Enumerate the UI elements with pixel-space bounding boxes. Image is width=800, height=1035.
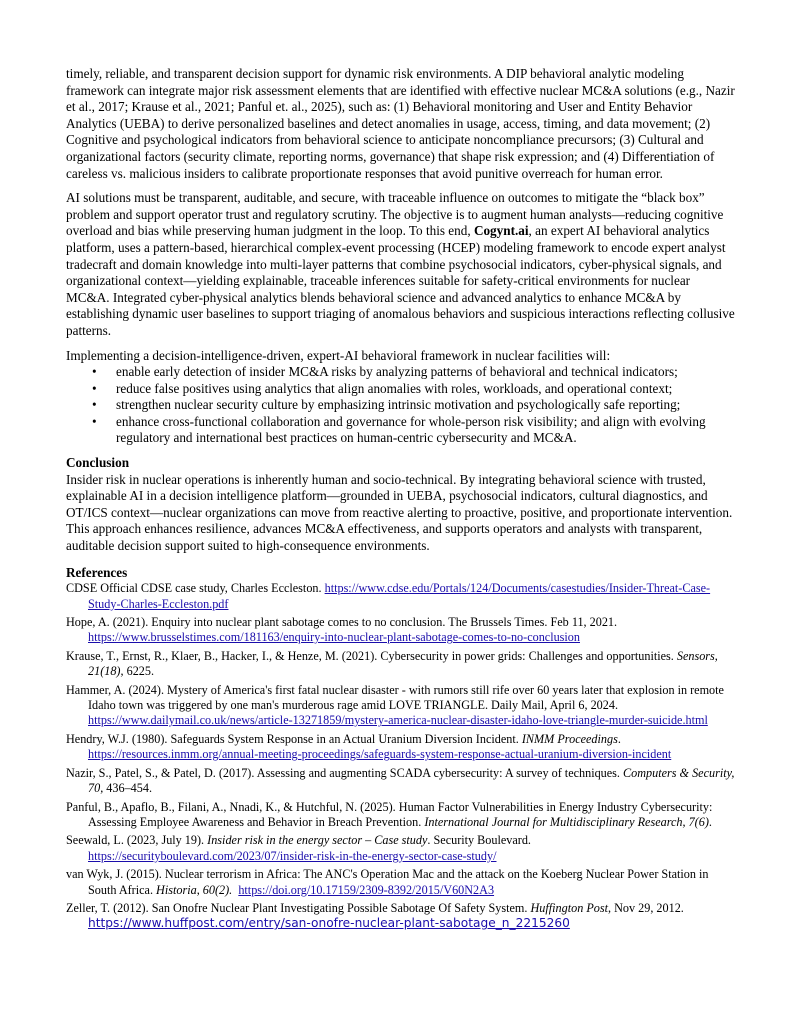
paragraph-text: AI solutions must be transparent, auditable, and secure, with traceable influence on outcomes to mitigate the “black box” problem and support operator trust and regulatory scrutiny. The objective is to augment human analysts—reducing cognitive overload and bias while preserving human judgment in the loop. To this end, bbox=[66, 190, 724, 239]
reference-text: Hendry, W.J. (1980). Safeguards System Response in an Actual Uranium Diversion Incident. bbox=[66, 731, 522, 746]
reference-journal: Historia bbox=[156, 882, 197, 897]
list-item: • enhance cross-functional collaboration and governance for whole-person risk visibility; and align with evolving regulatory and international best practices on human-centric cybersecurity and MC&A. bbox=[66, 414, 736, 447]
reference-text: van Wyk, J. (2015). Nuclear terrorism in Africa: The ANC's Operation Mac and the attack on the Koeberg Nuclear Power Station in South Africa. bbox=[66, 867, 709, 897]
list-item: • enable early detection of insider MC&A risks by analyzing patterns of behavioral and technical indicators; bbox=[66, 364, 736, 381]
reference-volume: 60(2). bbox=[202, 882, 233, 897]
reference-item bbox=[66, 732, 736, 763]
reference-link[interactable]: https://www.cdse.edu/Portals/124/Documents/casestudies/Insider-Threat-Case-Study-Charles-Eccleston.pdf bbox=[88, 581, 711, 611]
reference-text: 436–454. bbox=[103, 781, 152, 796]
reference-item bbox=[66, 766, 736, 797]
conclusion-paragraph: Insider risk in nuclear operations is inherently human and socio-technical. By integrating behavioral science with trusted, explainable AI in a decision intelligence platform—grounded in UEBA, psychosocial indicators, cultural diagnostics, and OT/ICS context—nuclear organizations can move from reactive alerting to proactive, positive, and proportionate intervention. This approach enhances resilience, advances MC&A effectiveness, and supports operators and analysts with transparent, auditable decision support suited to high-consequence environments. bbox=[66, 471, 733, 554]
benefits-list bbox=[66, 364, 736, 447]
reference-journal: International Journal for Multidisciplinary Research, 7(6) bbox=[424, 814, 709, 829]
reference-item bbox=[66, 901, 736, 932]
reference-link[interactable]: https://doi.org/10.17159/2309-8392/2015/V60N2A3 bbox=[238, 882, 495, 897]
conclusion-heading: Conclusion bbox=[66, 455, 130, 471]
reference-item bbox=[66, 833, 736, 864]
reference-link[interactable]: https://resources.inmm.org/annual-meeting-proceedings/safeguards-system-response-actual-uranium-diversion-incident bbox=[88, 747, 672, 762]
reference-text: Panful, B., Apaflo, B., Filani, A., Nnadi, K., & Hutchful, N. (2025). Human Factor Vulnerabilities in Energy Industry Cybersecurity: Assessing Employee Awareness and Behavior in Breach Prevention. bbox=[66, 799, 713, 829]
document-page bbox=[66, 66, 736, 935]
reference-text: Zeller, T. (2012). San Onofre Nuclear Plant Investigating Possible Sabotage Of Safety System. bbox=[66, 900, 531, 915]
reference-text: . bbox=[708, 814, 712, 829]
reference-item bbox=[66, 649, 736, 680]
paragraph-ai-transparency bbox=[66, 190, 736, 339]
reference-item bbox=[66, 615, 736, 646]
reference-text: CDSE Official CDSE case study, Charles Eccleston. bbox=[66, 581, 325, 596]
reference-text: . bbox=[617, 731, 621, 746]
reference-item bbox=[66, 800, 736, 831]
list-item: • strengthen nuclear security culture by emphasizing intrinsic motivation and psychologically safe reporting; bbox=[66, 397, 736, 414]
reference-text: . Security Boulevard. bbox=[427, 833, 531, 848]
brand-name: Cogynt.ai bbox=[473, 223, 529, 239]
reference-link[interactable]: https://securityboulevard.com/2023/07/insider-risk-in-the-energy-sector-case-study/ bbox=[88, 848, 497, 863]
reference-text: 6225. bbox=[123, 664, 155, 679]
reference-journal: INMM Proceedings bbox=[521, 731, 618, 746]
reference-text: Nazir, S., Patel, S., & Patel, D. (2017). Assessing and augmenting SCADA cybersecurity: A survey of techniques. bbox=[66, 765, 624, 780]
reference-text: Krause, T., Ernst, R., Klaer, B., Hacker, I., & Henze, M. (2021). Cybersecurity in power grids: Challenges and opportunities. bbox=[66, 648, 677, 663]
reference-text: Hammer, A. (2024). Mystery of America's first fatal nuclear disaster - with rumors still rife over 60 years later that explosion in remote Idaho town was triggered by one man's murderous rage amid LOVE TRIANGLE. Daily Mail, April 6, 2024. bbox=[66, 682, 724, 713]
paragraph-dip-framework: timely, reliable, and transparent decision support for dynamic risk environments. A DIP behavioral analytic modeling framework can integrate major risk assessment elements that are identified with effective nuclear MC&A solutions (e.g., Nazir et al., 2017; Krause et al., 2021; Panful et. al., 2025), such as: (1) Behavioral monitoring and User and Entity Behavior Analytics (UEBA) to derive personalized baselines and detect anomalies in usage, access, timing, and data movement; (2) Cognitive and psychological indicators from behavioral science to anticipate noncompliance precursors; (3) Cultural and organizational factors (security climate, reporting norms, governance) that shape risk expression; and (4) Differentiation of careless vs. malicious insiders to calibrate proportionate responses that avoid punitive overreach for human error. bbox=[66, 66, 735, 181]
reference-text: , Nov 29, 2012. bbox=[608, 900, 684, 915]
references-section bbox=[66, 565, 736, 932]
reference-text: Hope, A. (2021). Enquiry into nuclear plant sabotage comes to no conclusion. The Brussels Times. Feb 11, 2021. bbox=[66, 615, 618, 630]
reference-journal: Computers & Security, 70, bbox=[88, 765, 735, 796]
reference-link[interactable]: https://www.dailymail.co.uk/news/article-13271859/mystery-america-nuclear-disaster-idaho-love-triangle-murder-suicide.html bbox=[88, 713, 708, 728]
reference-item bbox=[66, 581, 736, 612]
reference-journal: Huffington Post bbox=[530, 900, 608, 915]
reference-journal: Sensors, 21(18), bbox=[88, 648, 718, 679]
reference-title: Insider risk in the energy sector – Case study bbox=[207, 833, 428, 848]
paragraph-text: , an expert AI behavioral analytics platform, uses a pattern-based, hierarchical complex-event processing (HCEP) modeling framework to encode expert analyst tradecraft and domain knowledge into multi-layer patterns that combine psychosocial indicators, cyber-physical signals, and organizational context—yielding explainable, traceable inferences suitable for safety-critical environments for nuclear MC&A. Integrated cyber-physical analytics blends behavioral science and advanced analytics to enhance MC&A by establishing dynamic user baselines to support triaging of anomalous behaviors and suspicious interactions reflecting collusive patterns. bbox=[66, 223, 735, 338]
reference-item bbox=[66, 867, 736, 898]
reference-link[interactable]: https://www.huffpost.com/entry/san-onofre-nuclear-plant-sabotage_n_2215260 bbox=[88, 916, 570, 931]
list-item: • reduce false positives using analytics that align anomalies with roles, workloads, and operational context; bbox=[66, 381, 736, 398]
reference-text: , bbox=[196, 882, 203, 897]
references-heading: References bbox=[66, 564, 128, 580]
bullets-intro: Implementing a decision-intelligence-driven, expert-AI behavioral framework in nuclear facilities will: bbox=[66, 347, 611, 363]
reference-item bbox=[66, 683, 736, 729]
reference-link[interactable]: https://www.brusselstimes.com/181163/enquiry-into-nuclear-plant-sabotage-comes-to-no-conclusion bbox=[88, 630, 580, 645]
reference-text: Seewald, L. (2023, July 19). bbox=[66, 833, 208, 848]
